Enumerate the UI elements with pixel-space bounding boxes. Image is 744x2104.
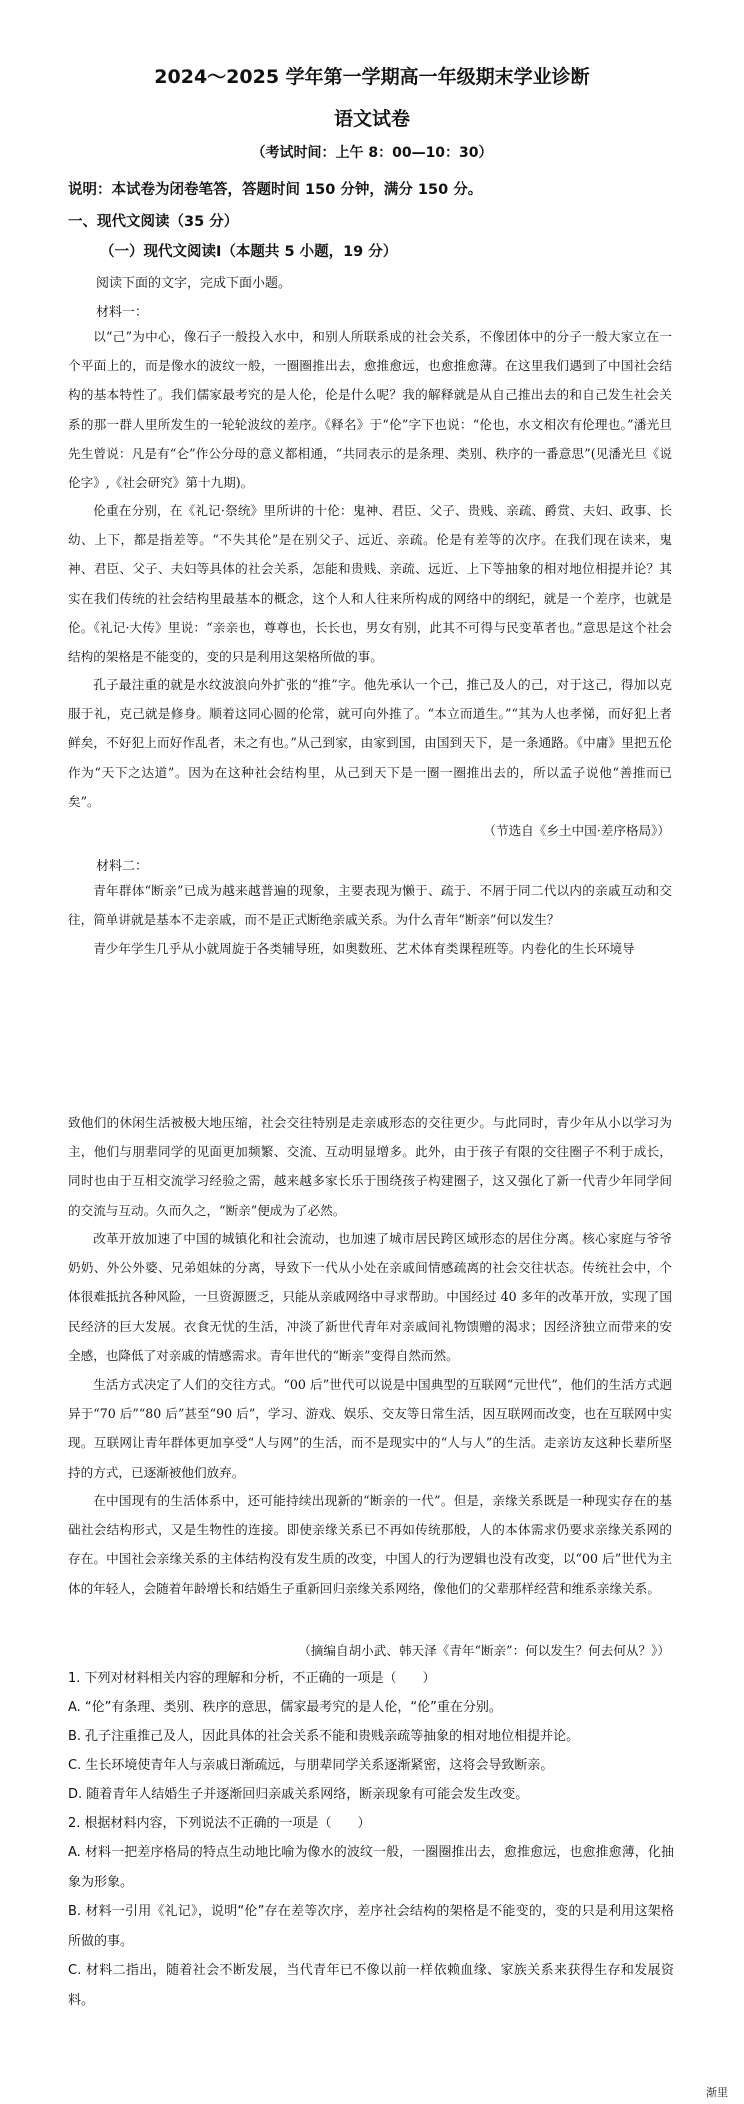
page-footer: 渐里 — [706, 2086, 728, 2099]
question-1-option-b: B. 孔子注重推己及人，因此具体的社会关系不能和贵贱亲疏等抽象的相对地位相提并论。 — [68, 1729, 580, 1744]
question-2-option-a: A. 材料一把差序格局的特点生动地比喻为像水的波纹一般，一圈圈推出去，愈推愈远，也愈推愈薄，化抽象为形象。 — [68, 1845, 674, 1890]
sub-section-heading: （一）现代文阅读Ⅰ（本题共 5 小题，19 分） — [100, 244, 398, 260]
material2-paragraph-3: 改革开放加速了中国的城镇化和社会流动，也加速了城市居民跨区域形态的居住分离。核心家庭与爷爷奶奶、外公外婆、兄弟姐妹的分离，导致下一代从小处在亲戚间情感疏离的社会交往状态。传统社会中，个体很难抵抗各种风险，一旦资源匮乏，只能从亲戚网络中寻求帮助。中国经过 40 多年的改革开放，实现了国民经济的巨大发展。衣食无忧的生活，冲淡了新世代青年对亲戚间礼物馈赠的渴求；因经济独立而带来的安全感，也降低了对亲戚的情感需求。青年世代的“断亲”变得自然而然。 — [68, 1231, 672, 1363]
material2-paragraph-1: 青年群体“断亲”已成为越来越普遍的现象，主要表现为懒于、疏于、不屑于同二代以内的亲戚互动和交往，简单讲就是基本不走亲戚，而不是正式断绝亲戚关系。为什么青年“断亲”何以发生？ — [68, 883, 672, 928]
material2-paragraph-4: 生活方式决定了人们的交往方式。“00 后”世代可以说是中国典型的互联网“元世代”，他们的生活方式迥异于“70 后”“80 后”甚至“90 后”，学习、游戏、娱乐、交友等日常生活，因互联网而改变，也在互联网中实现。互联网让青年群体更加享受“人与网”的生活，而不是现实中的“人与人”的生活。走亲访友这种长辈所坚持的方式，已逐渐被他们放弃。 — [68, 1377, 672, 1480]
question-1-option-d: D. 随着青年人结婚生子并逐渐回归亲戚关系网络，断亲现象有可能会发生改变。 — [68, 1787, 529, 1802]
question-2-stem: 2. 根据材料内容，下列说法不正确的一项是（ ） — [68, 1816, 371, 1831]
material2-label: 材料二： — [96, 859, 149, 874]
question-1-option-a: A. “伦”有条理、类别、秩序的意思，儒家最考究的是人伦，“伦”重在分别。 — [68, 1700, 502, 1715]
material2-paragraph-2-continued: 致他们的休闲生活被极大地压缩，社会交往特别是走亲戚形态的交往更少。与此同时，青少年从小以学习为主，他们与朋辈同学的见面更加频繁、交流、互动明显增多。此外，由于孩子有限的交往圈子不利于成长，同时也由于互相交流学习经验之需，越来越多家长乐于围绕孩子构建圈子，这又强化了新一代青少年同学间的交流与互动。久而久之，“断亲”便成为了必然。 — [68, 1115, 672, 1218]
question-1-option-c: C. 生长环境使青年人与亲戚日渐疏远，与朋辈同学关系逐渐紧密，这将会导致断亲。 — [68, 1758, 554, 1773]
question-2-option-b: B. 材料一引用《礼记》，说明“伦”存在差等次序，差序社会结构的架格是不能变的，变的只是利用这架格所做的事。 — [68, 1904, 674, 1949]
material1-paragraph-3: 孔子最注重的就是水纹波浪向外扩张的“推”字。他先承认一个己，推己及人的己，对于这己，得加以克服于礼，克己就是修身。顺着这同心圆的伦常，就可向外推了。“本立而道生。”“其为人也孝悌，而好犯上者鲜矣，不好犯上而好作乱者，未之有也。”从己到家，由家到国，由国到天下，是一条通路。《中庸》里把五伦作为“天下之达道”。因为在这种社会结构里，从己到天下是一圈一圈推出去的，所以孟子说他“善推而已矣”。 — [68, 677, 672, 809]
exam-note: 说明：本试卷为闭卷笔答，答题时间 150 分钟，满分 150 分。 — [68, 182, 483, 198]
exam-title: 2024～2025 学年第一学期高一年级期末学业诊断 — [154, 66, 590, 88]
material1-paragraph-1: 以“己”为中心，像石子一般投入水中，和别人所联系成的社会关系，不像团体中的分子一般大家立在一个平面上的，而是像水的波纹一般，一圈圈推出去，愈推愈远，也愈推愈薄。在这里我们遇到了中国社会结构的基本特性了。我们儒家最考究的是人伦，伦是什么呢？我的解释就是从自己推出去的和自己发生社会关系的那一群人里所发生的一轮轮波纹的差序。《释名》于“伦”字下也说：“伦也，水文相次有伦理也。”潘光旦先生曾说：凡是有“仑”作公分母的意义都相通，“共同表示的是条理、类别、秩序的一番意思”(见潘光旦《说伦字》,《社会研究》第十九期)。 — [68, 329, 672, 491]
exam-time: （考试时间：上午 8：00—10：30） — [251, 145, 493, 161]
question-1-stem: 1. 下列对材料相关内容的理解和分析，不正确的一项是（ ） — [68, 1671, 436, 1686]
subject-title: 语文试卷 — [333, 108, 410, 130]
question-2-option-c: C. 材料二指出，随着社会不断发展，当代青年已不像以前一样依赖血缘、家族关系来获得生存和发展资料。 — [68, 1963, 674, 2008]
material2-paragraph-5: 在中国现有的生活体系中，还可能持续出现新的“断亲的一代”。但是，亲缘关系既是一种现实存在的基础社会结构形式，又是生物性的连接。即使亲缘关系已不再如传统那般，人的本体需求仍要求亲缘关系网的存在。中国社会亲缘关系的主体结构没有发生质的改变，中国人的行为逻辑也没有改变，以“00 后”世代为主体的年轻人，会随着年龄增长和结婚生子重新回归亲缘关系网络，像他们的父辈那样经营和维系亲缘关系。 — [68, 1493, 672, 1596]
material2-paragraph-2-start: 青少年学生几乎从小就周旋于各类辅导班，如奥数班、艺术体育类课程班等。内卷化的生长环境导 — [93, 941, 635, 956]
section-heading: 一、现代文阅读（35 分） — [68, 214, 239, 230]
material1-paragraph-2: 伦重在分别，在《礼记·祭统》里所讲的十伦：鬼神、君臣、父子、贵贱、亲疏、爵赏、夫妇、政事、长幼、上下，都是指差等。“不失其伦”是在别父子、远近、亲疏。伦是有差等的次序。在我们现在读来，鬼神、君臣、父子、夫妇等具体的社会关系，怎能和贵贱、亲疏、远近、上下等抽象的相对地位相提并论？其实在我们传统的社会结构里最基本的概念，这个人和人往来所构成的网络中的纲纪，就是一个差序，也就是伦。《礼记·大传》里说：“亲亲也，尊尊也，长长也，男女有别，此其不可得与民变革者也。”意思是这个社会结构的架格是不能变的，变的只是利用这架格所做的事。 — [68, 503, 672, 665]
material1-label: 材料一： — [96, 305, 149, 320]
reading-instruction: 阅读下面的文字，完成下面小题。 — [96, 276, 292, 291]
material1-source: （节选自《乡土中国·差序格局》） — [483, 823, 670, 838]
material2-source: （摘编自胡小武、韩天泽《青年“断亲”：何以发生？何去何从？》） — [298, 1643, 670, 1658]
